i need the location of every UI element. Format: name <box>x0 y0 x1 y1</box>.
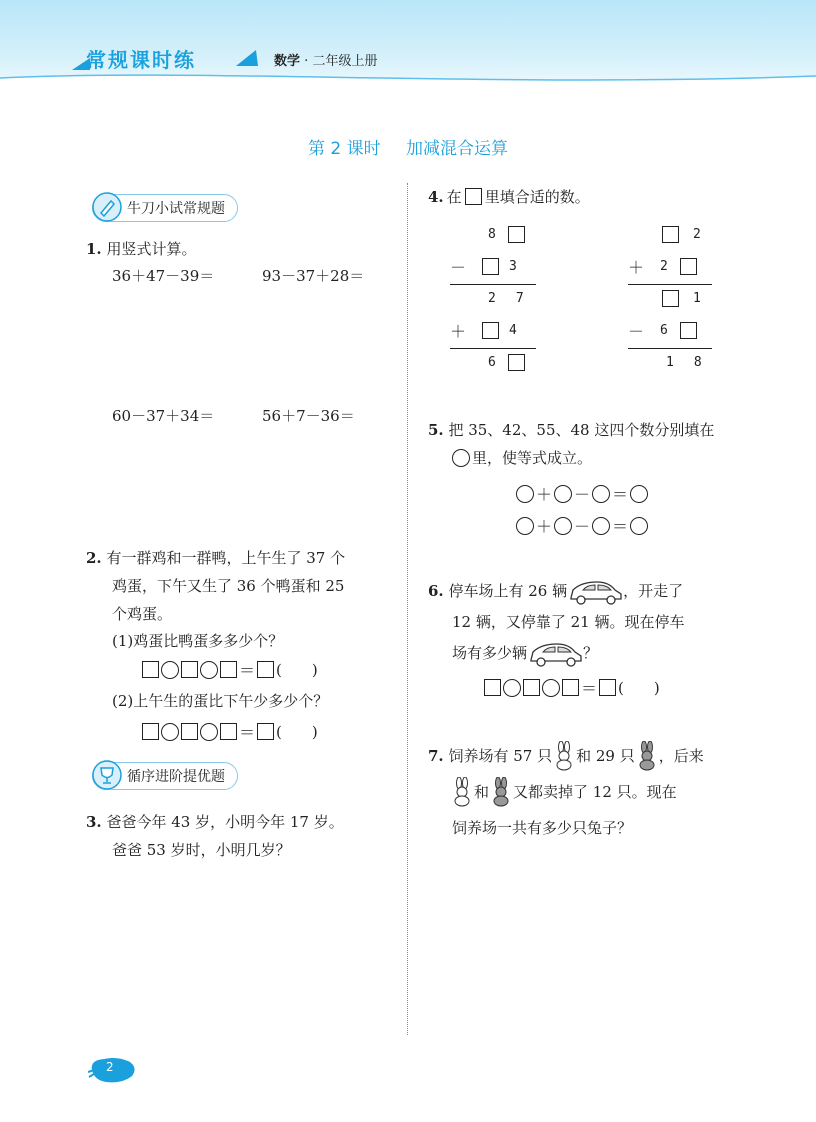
q7-number: 7. <box>428 747 444 765</box>
digit: 7 <box>515 290 524 306</box>
number-circle[interactable] <box>592 485 610 503</box>
header-wave-decoration <box>0 70 816 96</box>
q5-equation-2 <box>516 514 648 537</box>
number-circle[interactable] <box>554 517 572 535</box>
plus-sign: ＋ <box>628 257 645 277</box>
q7-line-1b: 和 29 只 <box>576 747 635 765</box>
q6-line-3a: 场有多少辆 <box>452 644 528 662</box>
section-tag-basic-label: 牛刀小试常规题 <box>127 201 225 217</box>
q2-line-3: 个鸡蛋。 <box>112 605 173 623</box>
q5-line-2: 里，使等式成立。 <box>472 449 593 467</box>
subject-dot: · <box>304 54 309 69</box>
q6-prompt <box>428 576 684 669</box>
gray-rabbit-icon <box>635 741 659 771</box>
q3-number: 3. <box>86 813 102 831</box>
q3-line-1: 爸爸今年 43 岁，小明今年 17 岁。 <box>106 813 344 831</box>
page-number: 2 <box>106 1060 114 1074</box>
sample-box <box>465 188 482 205</box>
q5-line-1: 把 35、42、55、48 这四个数分别填在 <box>448 421 715 439</box>
q5-prompt <box>428 416 714 472</box>
q1-expr-3: 60－37＋34＝ <box>112 407 215 425</box>
minus-sign: － <box>628 321 645 341</box>
white-rabbit-icon <box>450 777 474 807</box>
unit-paren: ( ) <box>618 679 660 697</box>
q7-line-2a: 和 <box>474 783 490 801</box>
q2-line-2: 鸡蛋，下午又生了 36 个鸭蛋和 25 <box>112 577 345 595</box>
q6-line-3b: ？ <box>583 644 599 662</box>
section-tag-basic <box>92 194 238 222</box>
q1-number: 1. <box>86 240 102 258</box>
lesson-number: 第 2 课时 <box>307 139 381 159</box>
q6-line-1a: 停车场上有 26 辆 <box>448 582 568 600</box>
q4-post: 里填合适的数。 <box>484 188 590 206</box>
answer-box[interactable] <box>220 723 237 740</box>
q4-pre: 在 <box>446 188 462 206</box>
q4-prompt <box>428 186 590 207</box>
sum-line <box>450 284 536 285</box>
q7-line-1c: ，后来 <box>658 747 704 765</box>
number-circle[interactable] <box>516 517 534 535</box>
q2-number: 2. <box>86 549 102 567</box>
answer-box[interactable] <box>142 723 159 740</box>
minus-sign: － <box>574 485 591 504</box>
q3-prompt <box>86 808 344 864</box>
q7-line-2b: 又都卖掉了 12 只。现在 <box>513 783 677 801</box>
number-circle[interactable] <box>516 485 534 503</box>
section-tag-advanced <box>92 762 238 790</box>
answer-box[interactable] <box>680 258 697 275</box>
trophy-icon <box>91 759 123 791</box>
column-divider <box>407 183 408 1035</box>
unit-paren: ( ) <box>276 723 318 741</box>
minus-sign: － <box>574 517 591 536</box>
q1-expr-4: 56＋7－36＝ <box>262 407 355 425</box>
digit: 6 <box>488 354 496 370</box>
car-icon <box>527 640 583 668</box>
q1-prompt <box>86 238 196 259</box>
digit: 2 <box>660 258 668 274</box>
sum-line <box>450 348 536 349</box>
q7-line-1a: 饲养场有 57 只 <box>448 747 553 765</box>
q1-text: 用竖式计算。 <box>106 240 197 258</box>
equals-sign: ＝ <box>612 485 629 504</box>
sum-line <box>628 348 712 349</box>
q7-prompt <box>428 738 704 846</box>
sample-circle <box>452 449 470 467</box>
digit: 3 <box>509 258 517 274</box>
equals-sign: ＝ <box>612 517 629 536</box>
plus-sign: ＋ <box>536 517 553 536</box>
pen-icon <box>91 191 123 223</box>
answer-box[interactable] <box>482 258 499 275</box>
q7-line-3: 饲养场一共有多少只兔子？ <box>452 819 633 837</box>
answer-box[interactable] <box>562 679 579 696</box>
q6-number: 6. <box>428 582 444 600</box>
q1-expr-2: 93－37＋28＝ <box>262 267 365 285</box>
answer-box[interactable] <box>599 679 616 696</box>
answer-box[interactable] <box>220 661 237 678</box>
q6-line-2: 12 辆，又停靠了 21 辆。现在停车 <box>452 613 685 631</box>
digit: 2 <box>488 290 496 306</box>
brand-title: 常规课时练 <box>86 48 196 72</box>
subject-name: 数学 <box>274 54 301 69</box>
plus-sign: ＋ <box>450 321 467 341</box>
q4-left-vertical <box>450 222 540 382</box>
operator-circle[interactable] <box>200 661 218 679</box>
sum-line <box>628 284 712 285</box>
number-circle[interactable] <box>554 485 572 503</box>
q6-answer-row: ＝ ( ) <box>484 676 660 699</box>
operator-circle[interactable] <box>200 723 218 741</box>
brand-right-mark-icon <box>234 46 260 68</box>
answer-box[interactable] <box>484 679 501 696</box>
answer-box[interactable] <box>508 354 525 371</box>
answer-box[interactable] <box>257 661 274 678</box>
q2-sub2: (2)上午生的蛋比下午少多少个？ <box>112 692 329 710</box>
q2-answer-row-2: ＝ ( ) <box>142 720 318 743</box>
q2-prompt <box>86 544 345 628</box>
digit: 2 <box>693 226 701 242</box>
operator-circle[interactable] <box>161 661 179 679</box>
operator-circle[interactable] <box>542 679 560 697</box>
answer-box[interactable] <box>142 661 159 678</box>
number-circle[interactable] <box>592 517 610 535</box>
grade-label: 二年级上册 <box>312 54 378 69</box>
q2-line-1: 有一群鸡和一群鸭，上午生了 37 个 <box>106 549 346 567</box>
q1-expr-1: 36＋47－39＝ <box>112 267 215 285</box>
lesson-topic: 加减混合运算 <box>406 139 509 159</box>
gray-rabbit-icon <box>489 777 513 807</box>
plus-sign: ＋ <box>536 485 553 504</box>
answer-box[interactable] <box>662 290 679 307</box>
answer-box[interactable] <box>680 322 697 339</box>
answer-box[interactable] <box>508 226 525 243</box>
operator-circle[interactable] <box>503 679 521 697</box>
q4-right-vertical <box>628 222 718 382</box>
answer-box[interactable] <box>181 661 198 678</box>
answer-box[interactable] <box>523 679 540 696</box>
number-circle[interactable] <box>630 485 648 503</box>
answer-box[interactable] <box>257 723 274 740</box>
car-icon <box>567 578 623 606</box>
subject-label <box>274 50 377 69</box>
answer-box[interactable] <box>482 322 499 339</box>
q2-sub1: (1)鸡蛋比鸭蛋多多少个？ <box>112 632 284 650</box>
number-circle[interactable] <box>630 517 648 535</box>
digit: 6 <box>660 322 668 338</box>
q2-answer-row-1: ＝ ( ) <box>142 658 318 681</box>
q5-equation-1 <box>516 482 648 505</box>
answer-box[interactable] <box>662 226 679 243</box>
minus-sign: － <box>450 257 467 277</box>
answer-box[interactable] <box>181 723 198 740</box>
q5-number: 5. <box>428 421 444 439</box>
digit: 4 <box>509 322 517 338</box>
white-rabbit-icon <box>552 741 576 771</box>
digit: 1 <box>666 354 674 370</box>
digit: 8 <box>488 226 496 242</box>
lesson-title <box>0 134 816 159</box>
q4-number: 4. <box>428 187 444 206</box>
unit-paren: ( ) <box>276 661 318 679</box>
section-tag-advanced-label: 循序进阶提优题 <box>127 769 225 785</box>
digit: 1 <box>693 290 701 306</box>
digit: 8 <box>693 354 702 370</box>
q3-line-2: 爸爸 53 岁时，小明几岁？ <box>112 841 291 859</box>
q6-line-1b: ，开走了 <box>623 582 684 600</box>
operator-circle[interactable] <box>161 723 179 741</box>
